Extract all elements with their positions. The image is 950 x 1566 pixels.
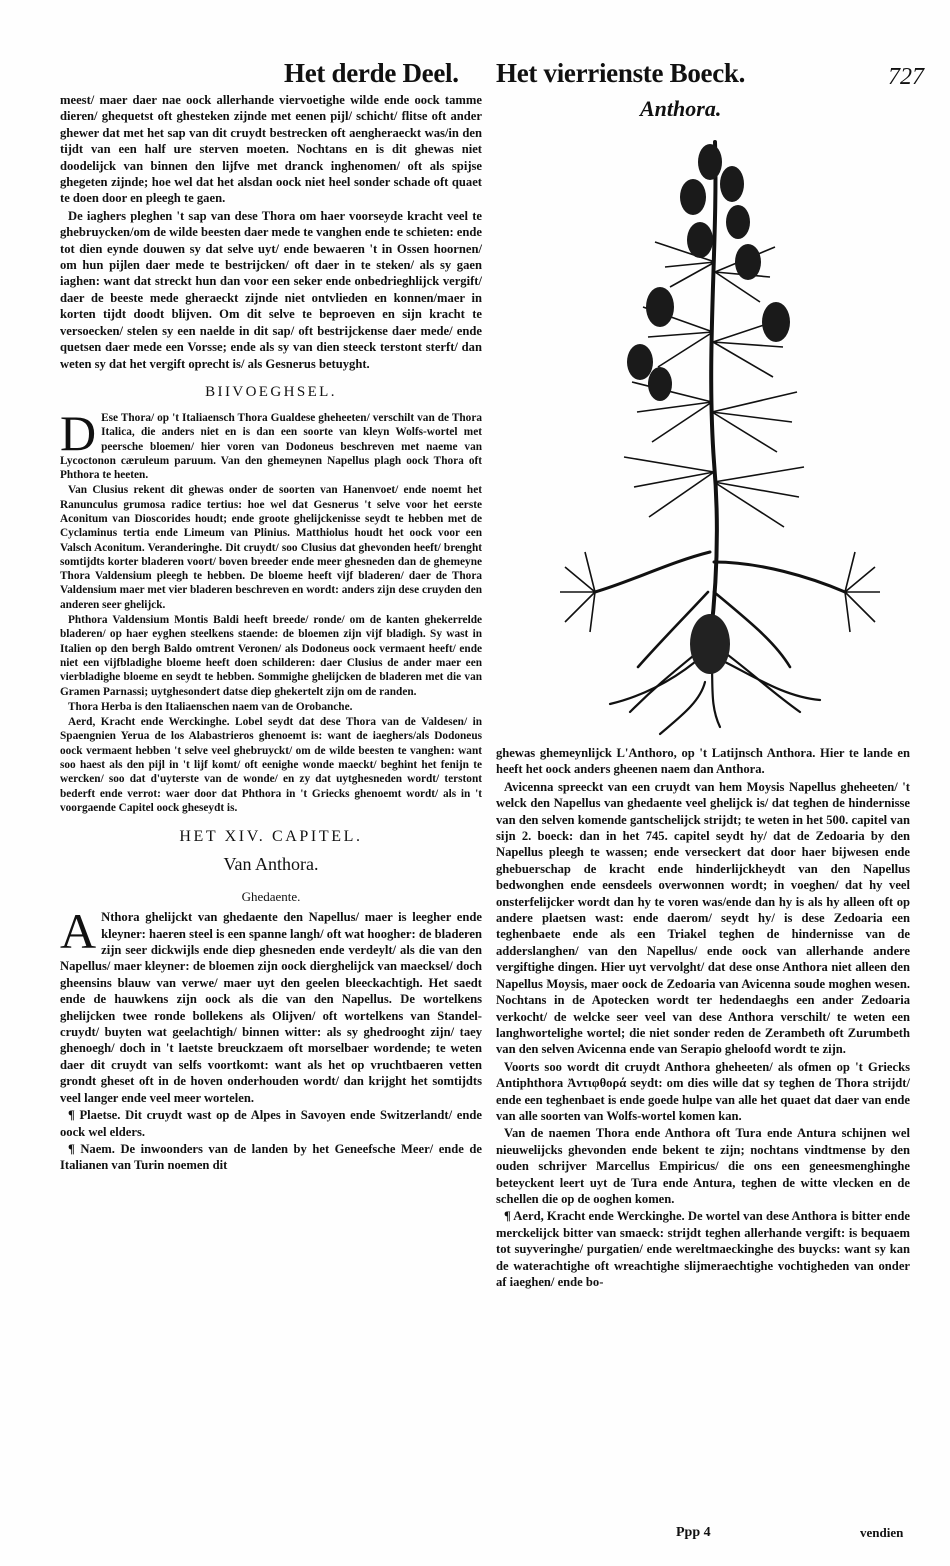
paragraph-avicenna: Avicenna spreeckt van een cruydt van hem Moysis Napellus gheheeten/ 't welck den Napellus van ghedaente veel ghelijck is/ dat teghen de hindernisse van den selven komende gantschelijck strijdt; te weten in het 500. capitel van sijn 2. boeck: dan in het 745. capitel seydt hy/ dat de Zedoaria by den Napellus pleegh te wassen; ende verseckert dat door haer bijwesen ende ghebuerschap de kracht ende hinderlijckheydt van den Napellus bedwonghen ende eensdeels overwonnen wordt; in voeghen/ dat hy veel onsterfelijcker wordt dan hy te voren was/ende dan hy is als hy alleen oft op andere plaetsen wast: ende daerom/ seydt hy/ is dese Zedoaria een teghenbaete ende als een Triakel teghen de hindernisse van de adderslanghen/ van den Napellus/ ende oock van allerhande andere vergiftighe dingen. Hier uyt vervolght/ dat dese onse Anthora niet alleen den Napellus Moysis, maer oock de Zedoaria van Avicenna soude moghen wesen. Nochtans in de Apotecken wordt ter hedendaeghs een ander Zedoaria verkocht/ de welcke seer veel van dese Anthora verschilt/ te weten een langhwortelighe wortel; die niet sonder reden de Zerambeth oft Zurumbeth van den selven Avicenna ende van Serapio gheloofd wordt te zijn. bbox=[496, 779, 910, 1057]
paragraph-continuation: meest/ maer daer nae oock allerhande viervoetighe wilde ende oock tamme dieren/ ghequetst oft ghesteken zijnde met eenen pijl/ schicht/ flitse oft ander ghewer dat met het sap van dit cruydt bestrecken oft aengheraeckt was/in den tijdt van een half ure sterven moeten. Nochtans en is dit ghewas niet doodelijck van binnen den lijfve met dranck inghenomen/ oft als spijse ghegeten zijnde; hoe wel dat het alsdan oock niet heel sonder schade oft quaet te doen door en pleegh te gaen. bbox=[60, 93, 482, 206]
signature-mark: Ppp 4 bbox=[676, 1525, 711, 1540]
paragraph-bijvoeghsel-5: Aerd, Kracht ende Werckinghe. Lobel seydt dat dese Thora van de Valdesen/ in Spaengnien Yerua de los Alabastrieros ghenoemt is: want de iaeghers/als Dodoneus oock vermaent hebben 't selve veel ghebruyckt/ om de wilde beesten te vanghen: want soo haest als den pijl in 't lijf komt/ oft eenighe wonde maeckt/ beghint het fenijn te wercken/ soo dat d'uyterste van de wonde/ en zy dat uytghesneden wordt/ terstont bederft ende verrot: waer door dat Phthora in 't Griecks ghenoemt wordt/ als in 't voorgaende Capitel oock gheseydt is. bbox=[60, 716, 482, 814]
paragraph-bijvoeghsel-1-text: Ese Thora/ op 't Italiaensch Thora Gualdese gheheeten/ verschilt van de Thora Italica, die anders niet en is dan een soorte van kleyn Wolfs-wortel met peersche bloemen/ hier voren van Dodoneus beschreven met naeme van Lycoctonon cæruleum paruum. Van den ghemeynen Napellus plagh oock Thora oft Phthora te heeten. bbox=[60, 411, 482, 482]
paragraph-naemen: Van de naemen Thora ende Anthora oft Tura ende Antura schijnen wel nieuwelijcks ghevonden ende bekent te zijn; nochtans vindtmense by den ouden schrijver Marcellus Empiricus/ die ons een geneesmenghinghe beteyckent leert uyt de Tura ende Antura, teghen de witte vlecken en de schellen die op de ooghen komen. bbox=[496, 1126, 910, 1206]
paragraph-aerd-kracht: ¶ Aerd, Kracht ende Werckinghe. De wortel van dese Anthora is bitter ende merckelijck bitter van smaeck: strijdt teghen allerhande vergift: is bequaem tot suyveringhe/ purgatien/ ende wereltmaeckinghe des buycks: want sy kan de waterachtighe oft wreachtighe slijmeraechtighe vochtigheden van onder af iaeghen/ ende bo- bbox=[496, 1209, 910, 1289]
left-column bbox=[60, 92, 482, 1175]
paragraph-plaetse: ¶ Plaetse. Dit cruydt wast op de Alpes in Savoyen ende Switzerlandt/ ende oock wel elders. bbox=[60, 1108, 482, 1139]
catchword: vendien bbox=[860, 1525, 904, 1540]
chapter-subtitle: Van Anthora. bbox=[223, 854, 319, 875]
paragraph-ghewas: ghewas ghemeynlijck L'Anthoro, op 't Latijnsch Anthora. Hier te lande en heeft het oock anders gheenen naem dan Anthora. bbox=[496, 746, 910, 777]
heading-bijvoeghsel: BIIVOEGHSEL. bbox=[205, 383, 337, 400]
paragraph-bijvoeghsel-1 bbox=[60, 404, 482, 482]
page-number: 727 bbox=[888, 64, 924, 90]
paragraph-bijvoeghsel-2: Van Clusius rekent dit ghewas onder de soorten van Hanenvoet/ ende noemt het Ranunculus grumosa radice tertius: hoe wel dat Gesnerus 't selve voor het eerste Aconitum van Dioscorides houdt; ende groote ghelijckenisse seydt te hebben met de Cyclaminus tertia ende Limeum van Plinius. Matthiolus houdt het oock voor een Valsch Aconitum. Veranderinghe. Dit cruydt/ soo Clusius dat ghevonden heeft/ brenght somtijdts korter bladeren voort/ boven breeder ende meer ghesneden dan de ghemeyne Thora Valdensium pleegh te hebben. De bloeme heeft vijf bladeren/ daer de Thora Valdensium maer met vier bladeren beschreven en wordt: anders zijn dese cruyden den anderen seer ghelijck. bbox=[60, 484, 482, 611]
drop-cap-d: D bbox=[60, 404, 97, 461]
paragraph-hunters: De iaghers pleghen 't sap van dese Thora om haer voorseyde kracht veel te ghebruycken/om de wilde beesten daer mede te vanghen ende te schieten: ende tot dien eynde douwen sy dat selve uyt/ ende bewaeren 't in Ossen hoornen/ om hun pijlen daer mede te bestrijcken/ oft daer in te steken/ als sy gaen iaghen: want dat streckt hun dan voor een seker ende onbedrieghlijck vergift/ daer de beeste mede gheraeckt zijnde niet ontvlieden en konnen/maer in korten tijdt doodt blijven. Om dit selve te beproeven en sijn kracht te versoecken/ stelen sy een naelde in dit sap/ oft bestrijckense daer mede/ ende quetsen daer mede een Vorsse; ende als sy van dien steeck terstont sterft/ dan weten sy dat het vergift oprecht is/ als Gesnerus betuyght. bbox=[60, 208, 482, 371]
paragraph-ghedaente bbox=[60, 903, 482, 1106]
paragraph-bijvoeghsel-4: Thora Herba is den Italiaenschen naem van de Orobanche. bbox=[68, 700, 353, 713]
section-heading-ghedaente: Ghedaente. bbox=[241, 889, 301, 905]
anthora-woodcut-illustration bbox=[510, 122, 920, 737]
drop-cap-a: A bbox=[60, 903, 97, 960]
paragraph-voorts: Voorts soo wordt dit cruydt Anthora gheheeten/ als ofmen op 't Griecks Antiphthora Ἀντιφθορά seydt: om dies wille dat sy teghen de Thora strijdt/ ende een teghenbaet is ende goede hulpe van alle het quaet dat daer van ende van alle soorten van Wolfs-wortel komen kan. bbox=[496, 1059, 910, 1123]
right-column bbox=[496, 745, 910, 1291]
paragraph-ghedaente-text: Nthora ghelijckt van ghedaente den Napellus/ maer is leegher ende kleyner: haeren steel is een spanne langh/ oft wat hoogher: de bladeren zijn seer dickwijls ende diep ghesneden ende verdeylt/ als die van den Napellus/ maer kleyner: de bloemen zijn oock dierghelijck van maecksel/ doch gheensins blauw van verwe/ maer uyt den geelen bleeckachtigh. Het saedt ende de hauwkens zijn oock als die van den Napellus. De wortelkens ghelijcken twee ronde bollekens als Olijven/ oft wortelkens van Standel-cruydt/ buyten wat geelachtigh/ binnen witter: als sy ghedrooght zijn/ taey ghenoegh/ doch in 't laetste breuckzaem oft morselbaer wordende; te weten daer dit cruydt van selfs voortkomt: want als het op vruchtbaeren vetten grondt gheset oft in de hoven onderhouden wordt/ dan krijght het somtijdts veel langer ende veel meer wortelen. bbox=[60, 910, 482, 1105]
running-head-left: Het derde Deel. bbox=[284, 58, 459, 88]
chapter-heading: HET XIV. CAPITEL. bbox=[179, 828, 363, 846]
plant-caption: Anthora. bbox=[640, 96, 722, 121]
running-head-right: Het vierrienste Boeck. bbox=[496, 58, 746, 88]
paragraph-bijvoeghsel-3: Phthora Valdensium Montis Baldi heeft breede/ ronde/ om de kanten ghekerrelde bladeren/ op haer eyghen steelkens staende: de bloemen zijn vijf bladigh. Sy wast in Italien op den bergh Baldo omtrent Veronen/ als Dodoneus oock vermaent heeft/ ende niet een vijfbladighe bloeme heeft doen schilderen: daer Clusius de ander maer een vierbladighe bloeme en seydt te hebben. Sommighe ghelijcken de bladeren met die van Gramen Parnassi; uytghesondert datse diep ghekertelt zijn om de randen. bbox=[60, 614, 482, 698]
paragraph-naem: ¶ Naem. De inwoonders van de landen by het Geneefsche Meer/ ende de Italianen van Turin noemen dit bbox=[60, 1141, 482, 1173]
